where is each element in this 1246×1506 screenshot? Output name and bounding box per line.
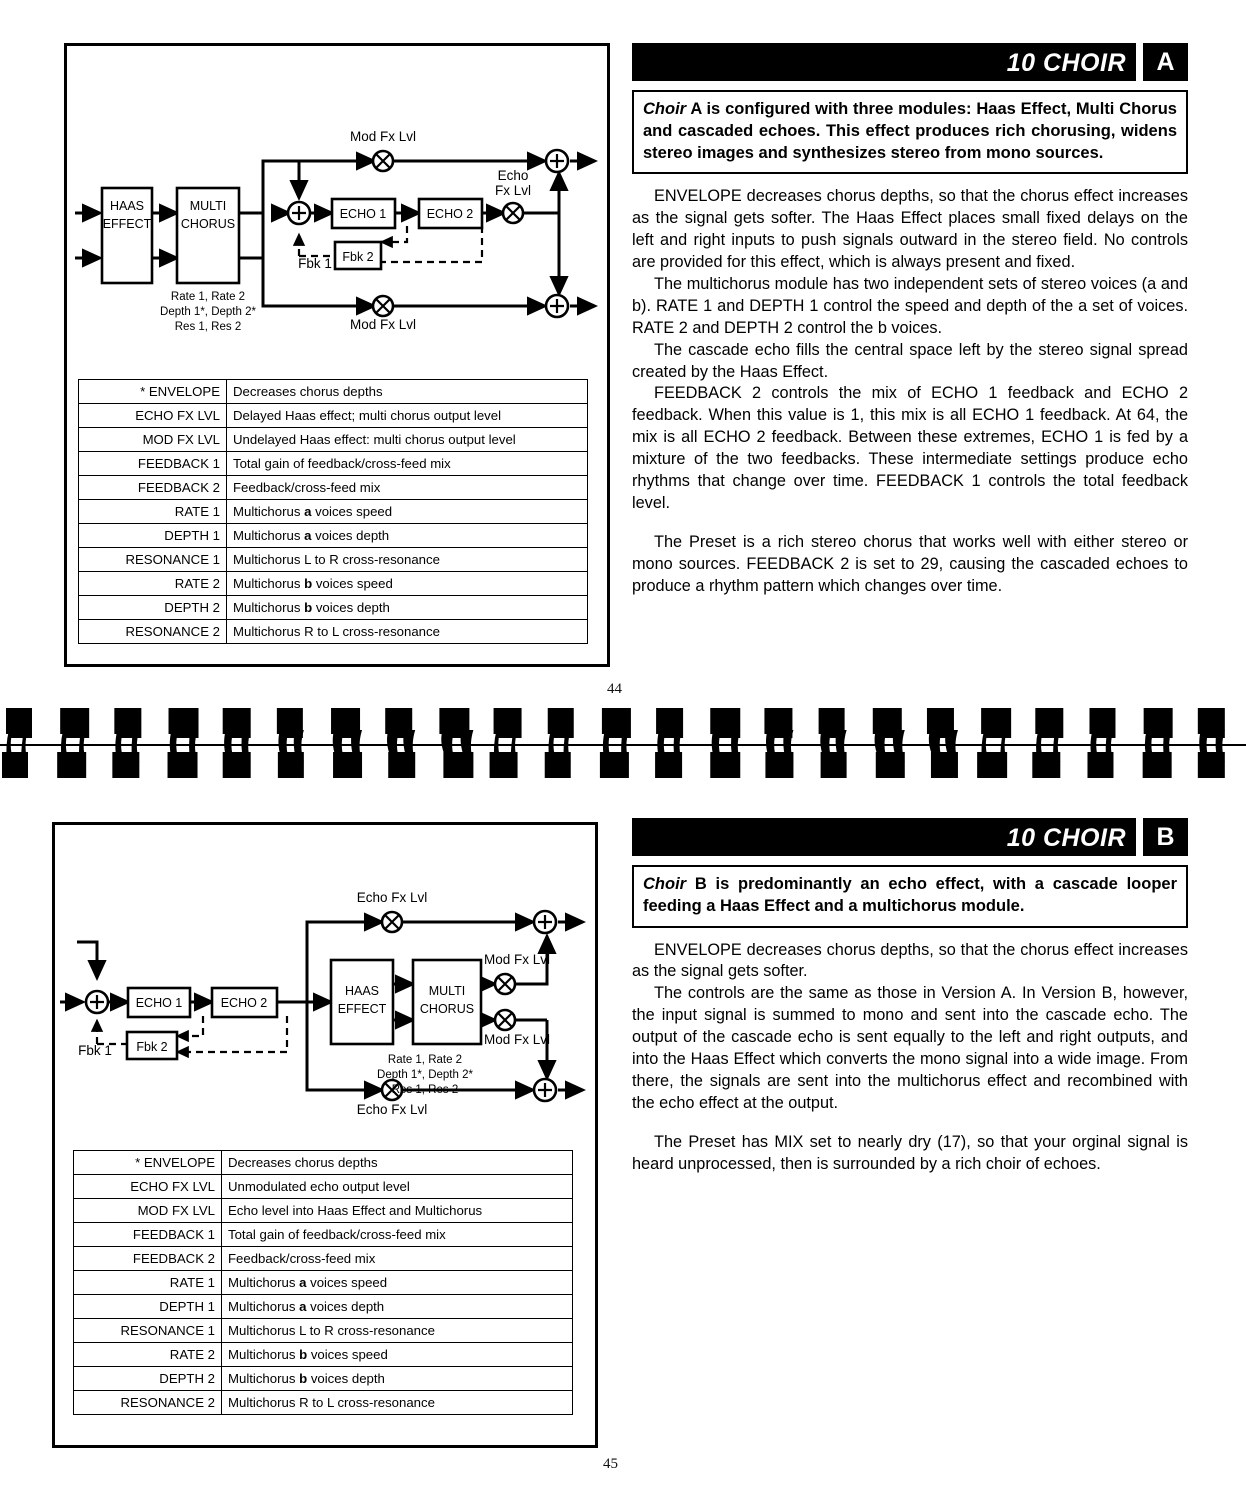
binding-coil [57,708,89,778]
table-row [79,548,588,572]
parameter-name: RESONANCE 2 [79,620,227,644]
text-column-b [632,818,1188,1176]
table-row [79,596,588,620]
summary-text-a: A is configured with three modules: Haas Effect, Multi Chorus and cascaded echoes. This effect produces rich chorusing, widens stereo images and synthesizes stereo from mono sources. [643,100,1177,162]
parameter-description: Multichorus R to L cross-resonance [222,1391,573,1415]
label-mod-fx-lvl-bottom: Mod Fx Lvl [483,1032,551,1047]
table-row [74,1175,573,1199]
table-row [74,1391,573,1415]
table-row [74,1343,573,1367]
summary-lead-a: Choir [643,100,687,118]
summary-text-b: B is predominantly an echo effect, with a cascade looper feeding a Haas Effect and a multichorus module. [643,875,1177,915]
parameter-description: Multichorus L to R cross-resonance [227,548,588,572]
label-echo-fx-lvl-top: Echo Fx Lvl [356,890,428,905]
spiral-binding-svg [0,700,1246,782]
text-column-a [632,43,1188,598]
diagram-b-svg [55,880,591,1145]
binding-coil [545,708,574,778]
parameter-name: * ENVELOPE [74,1151,222,1175]
signal-flow-diagram-a [67,116,603,371]
section-header-a [632,43,1188,81]
block-echo2: ECHO 2 [220,996,268,1010]
parameter-name: RATE 1 [74,1271,222,1295]
parameter-table-a [78,379,588,644]
table-row [79,572,588,596]
table-row [74,1247,573,1271]
header-title-a: 10 CHOIR [1006,49,1126,77]
parameter-description: Multichorus a voices depth [222,1295,573,1319]
parameter-name: DEPTH 2 [74,1367,222,1391]
block-echo1: ECHO 1 [339,207,387,221]
spiral-binding [0,700,1246,782]
signal-flow-diagram-b [55,880,591,1145]
binding-coil [1087,708,1115,778]
parameter-description: Multichorus a voices speed [222,1271,573,1295]
label-echo-fx-lvl-1: Echo [497,168,529,183]
parameter-name: MOD FX LVL [79,428,227,452]
header-letter-b: B [1156,822,1175,851]
parameter-table-b [73,1150,573,1415]
parameter-name: RESONANCE 2 [74,1391,222,1415]
parameter-description: Decreases chorus depths [227,380,588,404]
parameter-description: Decreases chorus depths [222,1151,573,1175]
parameter-name: RATE 2 [79,572,227,596]
binding-coil [490,708,522,778]
table-row [74,1151,573,1175]
table-row [79,500,588,524]
binding-coil [655,708,683,778]
table-row [74,1223,573,1247]
parameter-description: Multichorus b voices speed [222,1343,573,1367]
label-depth-1-2: Depth 1*, Depth 2* [160,306,256,318]
parameter-description: Undelayed Haas effect: multi chorus output level [227,428,588,452]
parameter-name: DEPTH 1 [79,524,227,548]
parameter-name: * ENVELOPE [79,380,227,404]
summary-box-b [632,865,1188,928]
paragraph: The Preset has MIX set to nearly dry (17), so that your orginal signal is heard unprocessed, then is surrounded by a rich choir of echoes. [632,1132,1188,1173]
binding-coil [385,708,415,778]
block-haas-line2: EFFECT [337,1002,387,1016]
label-rate-1-2: Rate 1, Rate 2 [170,291,246,303]
header-letter-a: A [1156,47,1175,76]
label-mod-fx-lvl-bottom: Mod Fx Lvl [349,317,417,332]
label-mod-fx-lvl-top: Mod Fx Lvl [349,129,417,144]
block-echo2: ECHO 2 [426,207,474,221]
binding-coil [331,708,362,778]
binding-coil [710,708,740,778]
binding-coil [1198,708,1225,778]
paragraph: The controls are the same as those in Version A. In Version B, however, the input signal is summed to mono and sent into the cascade echo. The output of the cascade echo is sent equally to the left and right outputs, and into the Haas Effect which converts the mono signal into a wide image. From there, the signals are sent into the multichorus effect and recombined with the echo effect at the output. [632,984,1188,1112]
paragraph: The cascade echo fills the central space left by the stereo signal spread created by the Haas Effect. [632,340,1188,381]
table-row [74,1295,573,1319]
table-row [79,620,588,644]
parameter-name: DEPTH 2 [79,596,227,620]
paragraph: FEEDBACK 2 controls the mix of ECHO 1 feedback and ECHO 2 feedback. When this value is 1, this mix is all ECHO 1 feedback. At 64, the mix is all ECHO 2 feedback. Between these extremes, ECHO 1 is fed by a mixture of the two feedbacks. These intermediate settings produce echo rhythms that change over time. FEEDBACK 1 controls the total feedback level. [632,384,1188,512]
block-haas-line2: EFFECT [102,217,152,231]
diagram-a-svg [67,116,603,371]
table-row [74,1367,573,1391]
binding-coil [168,708,199,778]
page-44-frame [64,43,610,667]
parameter-name: DEPTH 1 [74,1295,222,1319]
parameter-description: Multichorus b voices depth [227,596,588,620]
parameter-description: Feedback/cross-feed mix [227,476,588,500]
parameter-name: FEEDBACK 2 [74,1247,222,1271]
page-number-45: 45 [603,1456,618,1472]
page-45-frame [52,822,598,1448]
block-multi-line2: CHORUS [180,217,236,231]
block-echo1: ECHO 1 [135,996,183,1010]
paragraph: The multichorus module has two independent sets of stereo voices (a and b). RATE 1 and DEPTH 1 control the speed and depth of the a set of voices. RATE 2 and DEPTH 2 control the b voices. [632,274,1188,337]
summary-lead-b: Choir [643,875,687,893]
binding-coil [764,708,793,778]
label-rate-1-2: Rate 1, Rate 2 [387,1054,463,1066]
parameter-name: FEEDBACK 2 [79,476,227,500]
parameter-name: ECHO FX LVL [74,1175,222,1199]
binding-coil [439,708,473,778]
label-fbk1: Fbk 1 [78,1043,112,1058]
parameter-table-b-container [73,1150,573,1415]
parameter-description: Unmodulated echo output level [222,1175,573,1199]
block-haas-line1: HAAS [344,984,380,998]
binding-coil [277,708,304,778]
parameter-description: Multichorus L to R cross-resonance [222,1319,573,1343]
body-text-a [632,186,1188,597]
parameter-name: MOD FX LVL [74,1199,222,1223]
section-header-b [632,818,1188,856]
parameter-description: Multichorus a voices speed [227,500,588,524]
block-fbk2: Fbk 2 [136,1040,168,1054]
header-title-b: 10 CHOIR [1006,824,1126,852]
binding-coil [873,708,905,778]
parameter-name: RESONANCE 1 [79,548,227,572]
block-multi-line2: CHORUS [419,1002,475,1016]
block-multi-line1: MULTI [189,199,227,213]
parameter-description: Total gain of feedback/cross-feed mix [227,452,588,476]
binding-coil [927,708,958,778]
label-res-1-2: Res 1, Res 2 [174,321,242,333]
body-text-b [632,940,1188,1176]
parameter-description: Total gain of feedback/cross-feed mix [222,1223,573,1247]
parameter-name: RATE 2 [74,1343,222,1367]
binding-coil [819,708,847,778]
parameter-description: Feedback/cross-feed mix [222,1247,573,1271]
parameter-description: Multichorus R to L cross-resonance [227,620,588,644]
table-row [74,1199,573,1223]
label-echo-fx-lvl-bottom: Echo Fx Lvl [356,1102,428,1117]
parameter-name: RESONANCE 1 [74,1319,222,1343]
binding-coil [223,708,251,778]
parameter-description: Multichorus a voices depth [227,524,588,548]
parameter-description: Multichorus b voices depth [222,1367,573,1391]
paragraph: ENVELOPE decreases chorus depths, so that the chorus effect increases as the signal gets softer. [632,940,1188,981]
binding-coil [1143,708,1173,778]
parameter-name: RATE 1 [79,500,227,524]
binding-coil [600,708,631,778]
parameter-name: FEEDBACK 1 [79,452,227,476]
paragraph: The Preset is a rich stereo chorus that works well with either stereo or mono sources. FEEDBACK 2 is set to 29, causing the cascaded echoes to produce a rhythm pattern which changes over time. [632,532,1188,595]
page-number-44: 44 [607,681,622,697]
block-multi-line1: MULTI [428,984,466,998]
parameter-description: Echo level into Haas Effect and Multichorus [222,1199,573,1223]
parameter-description: Multichorus b voices speed [227,572,588,596]
table-row [74,1271,573,1295]
parameter-name: ECHO FX LVL [79,404,227,428]
binding-coil [1032,708,1063,778]
paragraph: ENVELOPE decreases chorus depths, so that the chorus effect increases as the signal gets softer. The Haas Effect places small fixed delays on the left and right inputs to push signals outward in the stereo field. No controls are provided for this effect, which is always present and fixed. [632,187,1188,272]
table-row [79,428,588,452]
label-depth-1-2: Depth 1*, Depth 2* [377,1069,473,1081]
label-fbk1: Fbk 1 [298,256,332,271]
block-fbk2: Fbk 2 [342,250,374,264]
binding-coil [2,708,32,778]
label-res-1-2: Res 1, Res 2 [391,1084,459,1096]
table-row [79,476,588,500]
parameter-table-a-container [78,379,588,644]
table-row [79,524,588,548]
parameter-name: FEEDBACK 1 [74,1223,222,1247]
table-row [74,1319,573,1343]
table-row [79,452,588,476]
binding-coil [977,708,1011,778]
parameter-description: Delayed Haas effect; multi chorus output level [227,404,588,428]
table-row [79,380,588,404]
binding-coil [112,708,141,778]
label-echo-fx-lvl-2: Fx Lvl [494,183,532,198]
table-row [79,404,588,428]
block-haas-line1: HAAS [109,199,145,213]
summary-box-a [632,90,1188,174]
label-mod-fx-lvl-top: Mod Fx Lvl [483,952,551,967]
